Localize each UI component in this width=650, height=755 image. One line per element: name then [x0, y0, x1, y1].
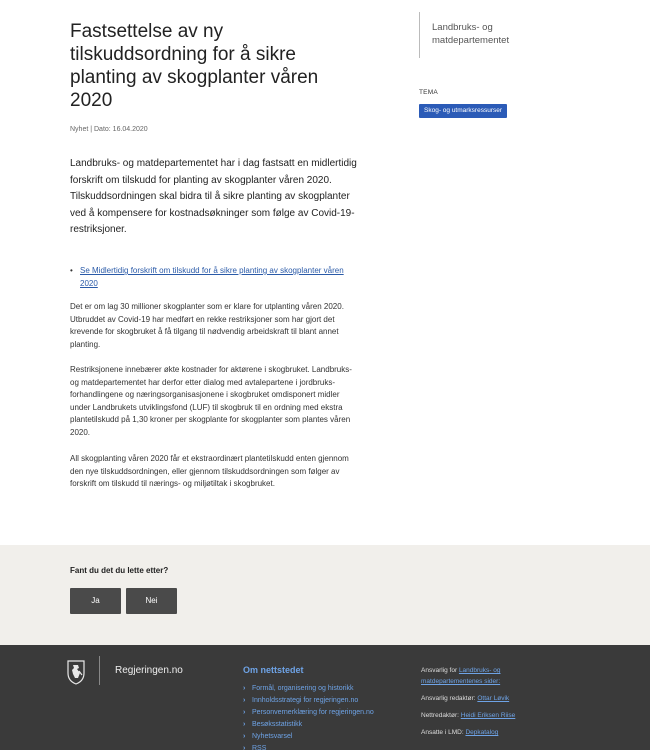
footer-contact	[421, 665, 561, 744]
feedback-question: Fant du det du lette etter?	[70, 566, 169, 575]
footer-link[interactable]: › Personvernerklæring for regjeringen.no	[243, 707, 374, 719]
no-button[interactable]: Nei	[126, 588, 177, 614]
web-editor-prefix: Nettredaktør:	[421, 712, 459, 719]
footer-column-title: Om nettstedet	[243, 665, 304, 675]
ministry-box	[419, 12, 580, 58]
article-lead: Landbruks- og matdepartementet har i dag fastsatt en midlertidig forskrift om tilskudd for planting av skogplanter våren 2020. Tilskuddsordningen skal bidra til å sikre planting av skogplanter ved å kompensere for kostnadsøkninger som følge av Covid-19-restriksjoner.	[70, 158, 357, 235]
web-editor-link[interactable]: Heidi Eriksen Riise	[460, 712, 516, 719]
list-item	[70, 265, 360, 290]
footer-editor	[421, 693, 561, 704]
article-paragraph: Restriksjonene innebærer økte kostnader for aktørene i skogbruket. Landbruks- og matdepartementet har derfor etter dialog med avtalepartene i jordbruks-forhandlingene og næringsorganisasjonene i skogbruket omdisponert midler under Landbrukets utviklingsfond (LUF) til skogbruk til en ordning med ekstra plantetilskudd på 1,30 kroner per skogplante for skogplanter som plantes våren 2020.	[70, 365, 352, 437]
editor-prefix: Ansvarlig redaktør:	[421, 695, 476, 702]
footer-link[interactable]: › Innholdsstrategi for regjeringen.no	[243, 695, 374, 707]
related-links	[70, 265, 360, 290]
footer-link[interactable]: › RSS	[243, 743, 374, 755]
site-footer	[0, 645, 650, 750]
responsible-prefix: Ansvarlig for	[421, 667, 458, 674]
regulation-link[interactable]: Se Midlertidig forskrift om tilskudd for å sikre planting av skogplanter våren 2020	[80, 266, 344, 288]
footer-link[interactable]: › Nyhetsvarsel	[243, 731, 374, 743]
footer-link-list	[243, 683, 374, 755]
footer-divider	[99, 656, 100, 685]
article-meta: Nyhet | Dato: 16.04.2020	[70, 126, 148, 133]
feedback-section	[0, 545, 650, 645]
yes-button[interactable]: Ja	[70, 588, 121, 614]
footer-site-name[interactable]: Regjeringen.no	[115, 665, 183, 676]
ministry-name[interactable]: Landbruks- og matdepartementet	[432, 22, 510, 46]
tema-label: TEMA	[419, 89, 438, 96]
footer-responsible	[421, 665, 561, 687]
footer-staff	[421, 727, 561, 738]
staff-prefix: Ansatte i LMD:	[421, 729, 464, 736]
norwegian-lion-crest-icon[interactable]	[64, 659, 88, 685]
footer-link[interactable]: › Formål, organisering og historikk	[243, 683, 374, 695]
editor-link[interactable]: Ottar Løvik	[477, 695, 510, 702]
article-paragraph: All skogplanting våren 2020 får et ekstraordinært plantetilskudd enten gjennom den nye tilskuddsordningen, eller gjennom tilskuddsordningen som følger av forskrift om tilskudd til nærings- og miljøtiltak i skogbruket.	[70, 454, 349, 488]
responsible-link[interactable]: Landbruks- og matdepartementenes sider:	[421, 667, 501, 685]
staff-link[interactable]: Depkatalog	[465, 729, 499, 736]
tema-tag[interactable]: Skog- og utmarksressurser	[419, 104, 507, 118]
footer-link[interactable]: › Besøksstatistikk	[243, 719, 374, 731]
page-title: Fastsettelse av ny tilskuddsordning for å sikre planting av skogplanter våren 2020	[70, 21, 319, 111]
footer-web-editor	[421, 710, 561, 721]
article-paragraph: Det er om lag 30 millioner skogplanter som er klare for utplanting våren 2020. Utbruddet av Covid-19 har medført en rekke restriksjoner som har gjort det krevende for skogbruket å få tilgang til nødvendig arbeidskraft til blant annet planting.	[70, 302, 344, 349]
